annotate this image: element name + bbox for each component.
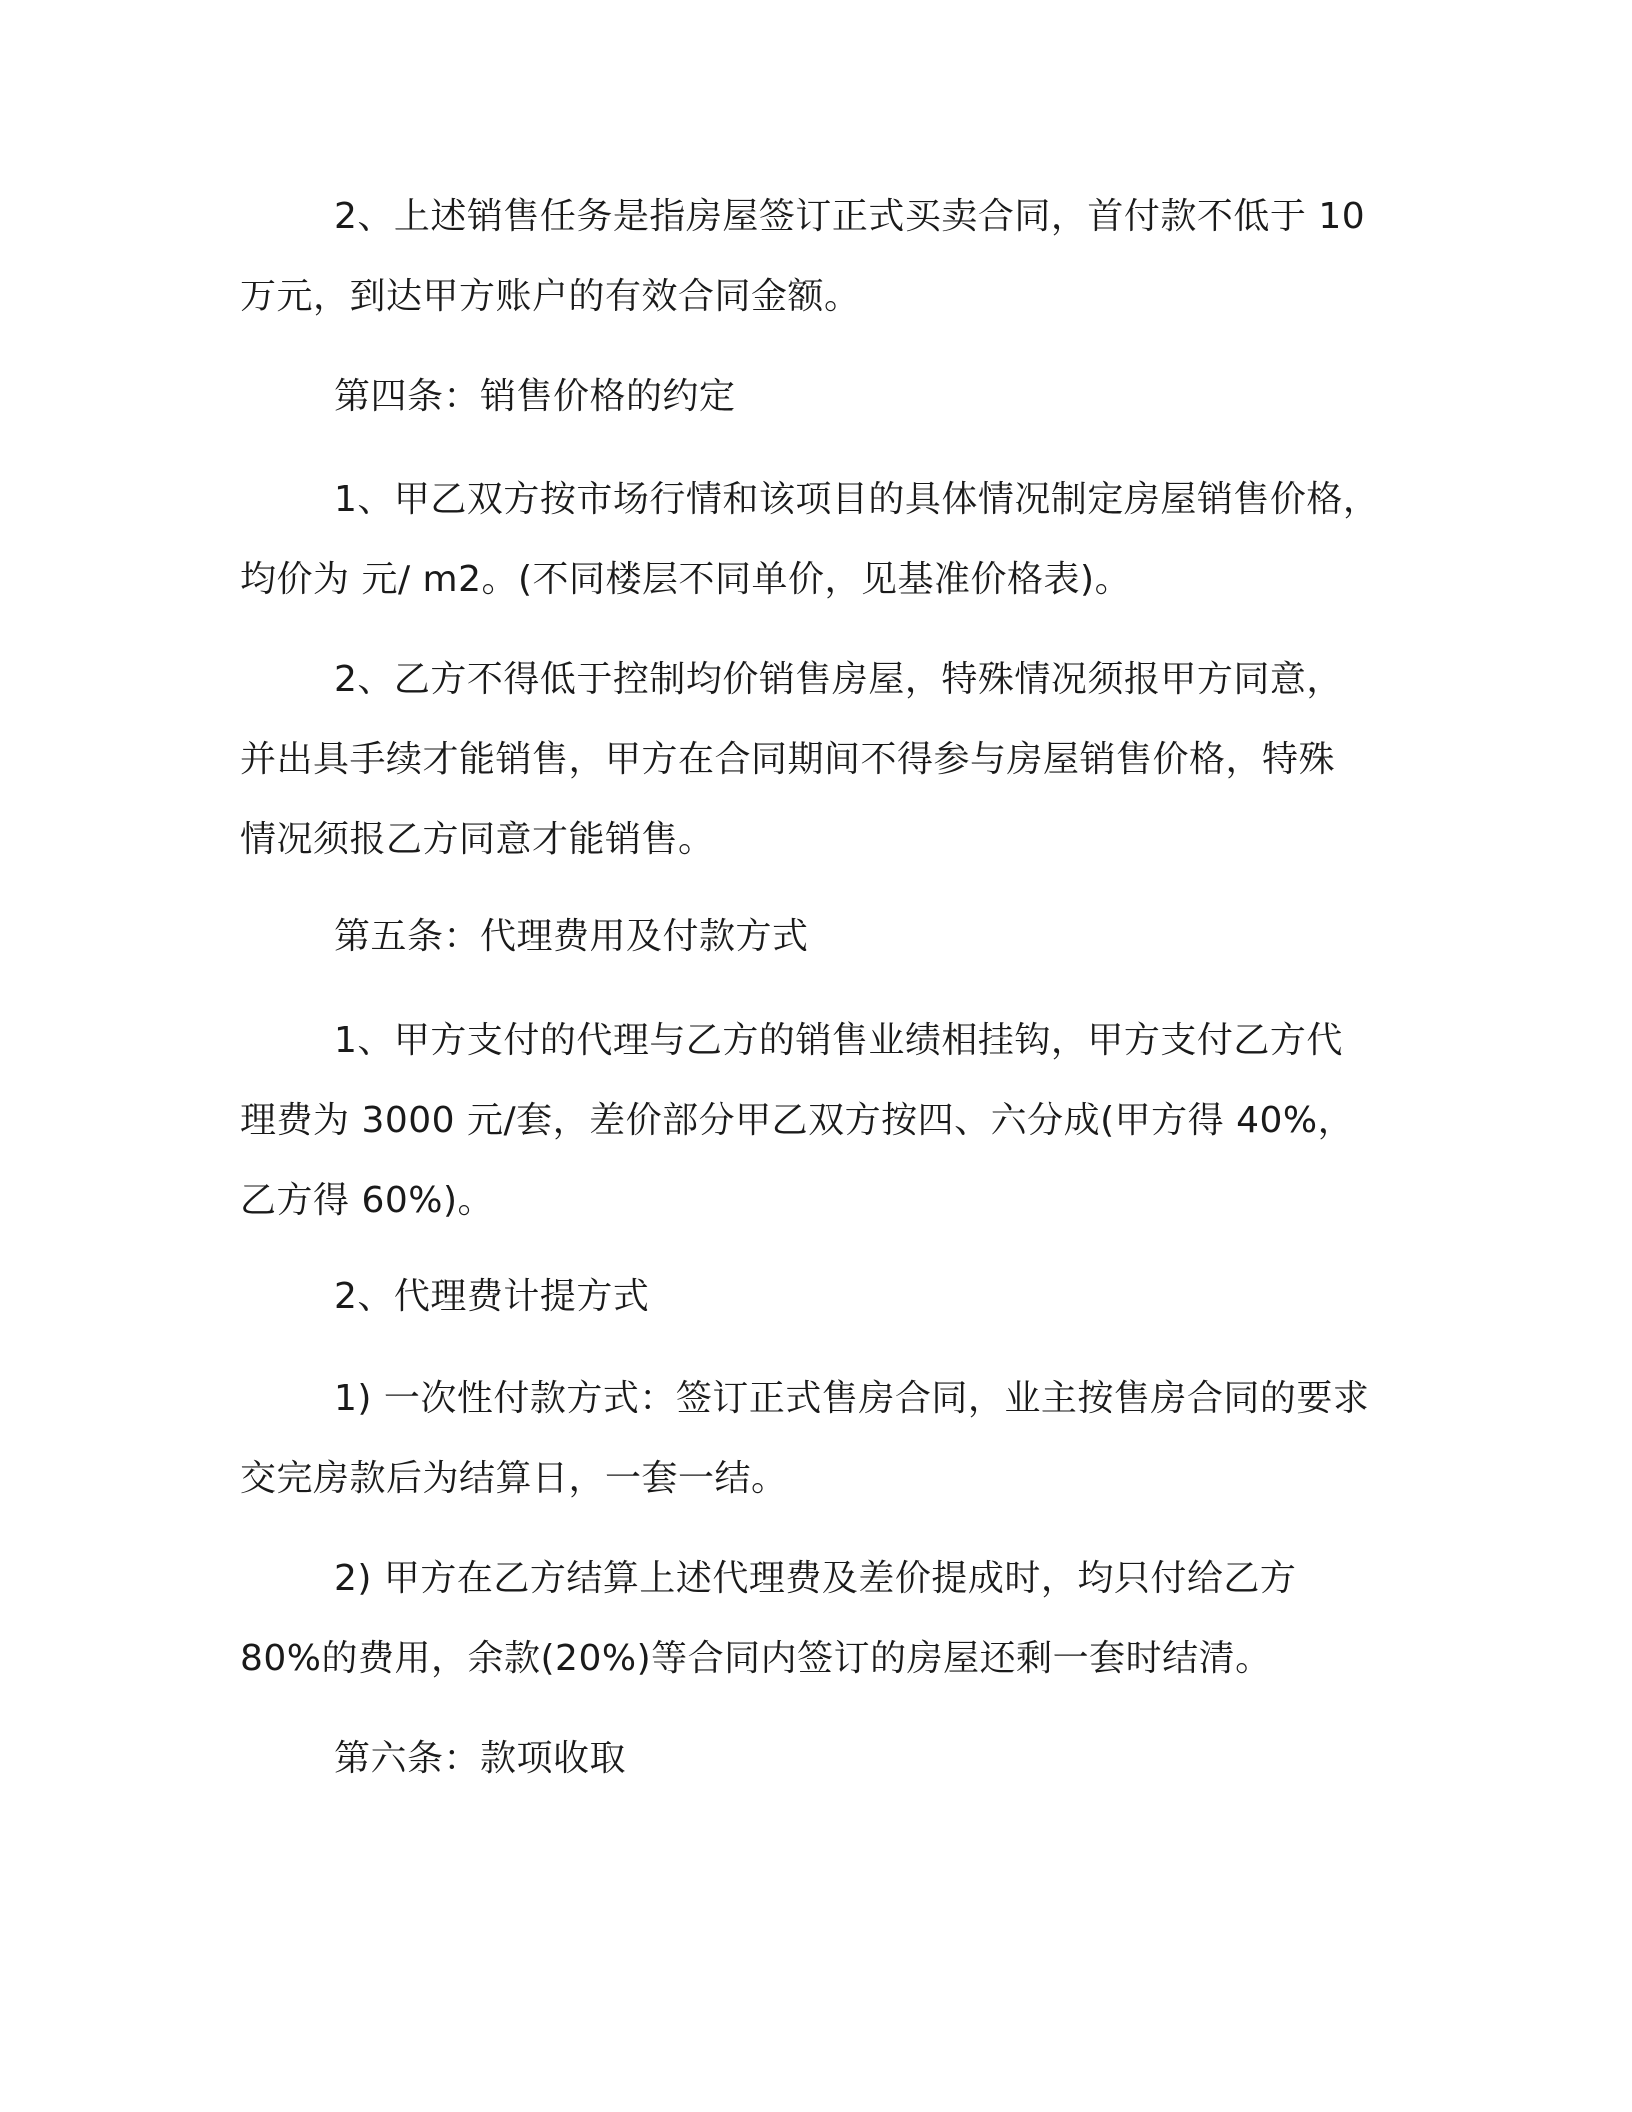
paragraph-agency-fee <box>240 1001 1400 1241</box>
section-heading-article-5: 第五条：代理费用及付款方式 <box>334 916 809 957</box>
paragraph-price-agreement <box>240 460 1400 620</box>
paragraph-line: 1、甲方支付的代理与乙方的销售业绩相挂钩，甲方支付乙方代 <box>334 1020 1343 1061</box>
paragraph-line: 乙方得 60%)。 <box>240 1180 495 1221</box>
paragraph-settlement-terms <box>240 1539 1400 1699</box>
paragraph-line: 2、上述销售任务是指房屋签订正式买卖合同，首付款不低于 10 <box>334 196 1366 237</box>
subsection-heading-fee-method: 2、代理费计提方式 <box>334 1276 650 1317</box>
paragraph-line: 并出具手续才能销售，甲方在合同期间不得参与房屋销售价格，特殊 <box>240 739 1336 780</box>
section-heading-article-6: 第六条：款项收取 <box>334 1738 627 1779</box>
paragraph-sales-task-definition <box>240 177 1400 337</box>
paragraph-line: 1) 一次性付款方式：签订正式售房合同，业主按售房合同的要求 <box>334 1378 1370 1419</box>
paragraph-line: 2) 甲方在乙方结算上述代理费及差价提成时，均只付给乙方 <box>334 1558 1297 1599</box>
paragraph-line: 理费为 3000 元/套，差价部分甲乙双方按四、六分成(甲方得 40%， <box>240 1100 1355 1141</box>
paragraph-line: 2、乙方不得低于控制均价销售房屋，特殊情况须报甲方同意， <box>334 659 1343 700</box>
paragraph-price-control <box>240 640 1400 880</box>
paragraph-line: 情况须报乙方同意才能销售。 <box>240 819 715 860</box>
paragraph-line: 交完房款后为结算日，一套一结。 <box>240 1458 788 1499</box>
paragraph-line: 万元，到达甲方账户的有效合同金额。 <box>240 276 861 317</box>
paragraph-line: 80%的费用，余款(20%)等合同内签订的房屋还剩一套时结清。 <box>240 1638 1272 1679</box>
paragraph-line: 1、甲乙双方按市场行情和该项目的具体情况制定房屋销售价格， <box>334 479 1380 520</box>
section-heading-article-4: 第四条：销售价格的约定 <box>334 376 736 417</box>
paragraph-lump-sum-payment <box>240 1359 1400 1519</box>
paragraph-line: 均价为 元/ m2。(不同楼层不同单价，见基准价格表)。 <box>240 559 1132 600</box>
